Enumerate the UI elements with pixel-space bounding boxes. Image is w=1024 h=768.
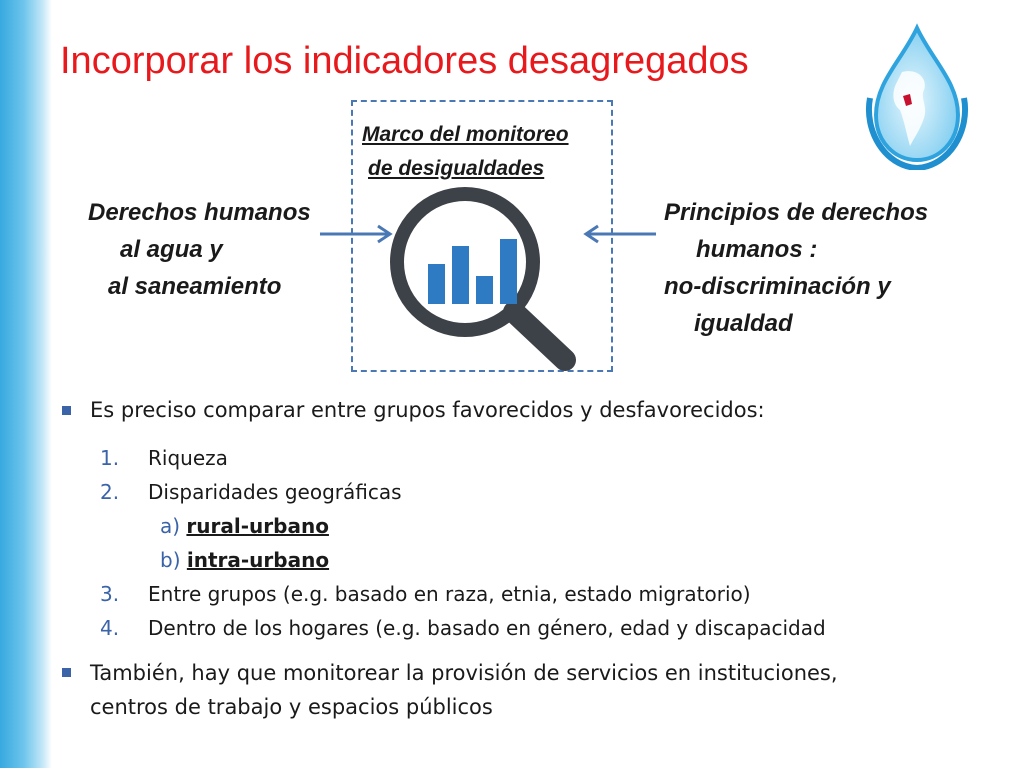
list-letter: b): [160, 548, 181, 572]
framework-title: [362, 118, 569, 186]
framework-title-line2: de desigualdades: [368, 157, 545, 180]
left-concept-line2: al agua y: [120, 236, 223, 263]
list-item-text: Entre grupos (e.g. basado en raza, etnia, estado migratorio): [148, 582, 751, 606]
list-number: 1.: [100, 446, 120, 470]
list-subitem-text: intra-urbano: [186, 548, 330, 572]
right-concept-line3: no-discriminación y: [664, 273, 891, 300]
left-accent-bar: [0, 0, 52, 768]
list-item: [100, 611, 826, 645]
right-concept-line2: humanos :: [696, 236, 818, 263]
bullet2-line2: centros de trabajo y espacios públicos: [90, 695, 493, 719]
arrow-left-icon: [580, 224, 658, 244]
list-subitem-text: rural-urbano: [186, 514, 329, 538]
magnifier-chart-icon: [380, 180, 590, 375]
arrow-right-icon: [318, 224, 396, 244]
water-drop-logo: [862, 20, 972, 170]
list-item: [100, 577, 826, 611]
list-number: 4.: [100, 616, 120, 640]
disaggregation-list: [100, 441, 826, 645]
human-rights-principles: [664, 194, 928, 342]
list-subitem: [100, 509, 826, 543]
list-item: [100, 475, 826, 509]
framework-title-line1: Marco del monitoreo: [362, 123, 569, 146]
right-concept-line1: Principios de derechos: [664, 199, 929, 226]
human-rights-water-sanitation: [88, 194, 311, 305]
bullet-square-icon: [62, 406, 71, 415]
list-number: 3.: [100, 582, 120, 606]
list-subitem: [100, 543, 826, 577]
list-letter: a): [160, 514, 181, 538]
list-item: [100, 441, 826, 475]
left-concept-line1: Derechos humanos: [88, 199, 311, 226]
bullet-compare-groups: Es preciso comparar entre grupos favorecidos y desfavorecidos:: [90, 398, 765, 422]
left-concept-line3: al saneamiento: [108, 273, 282, 300]
list-number: 2.: [100, 480, 120, 504]
bullet2-line1: También, hay que monitorear la provisión de servicios en instituciones,: [90, 661, 838, 685]
slide-title: Incorporar los indicadores desagregados: [60, 40, 749, 82]
list-item-text: Dentro de los hogares (e.g. basado en género, edad y discapacidad: [148, 616, 826, 640]
bullet-square-icon: [62, 668, 71, 677]
list-item-text: Riqueza: [148, 446, 228, 470]
bullet-monitor-services: [90, 656, 838, 724]
list-item-text: Disparidades geográficas: [148, 480, 402, 504]
right-concept-line4: igualdad: [694, 310, 793, 337]
